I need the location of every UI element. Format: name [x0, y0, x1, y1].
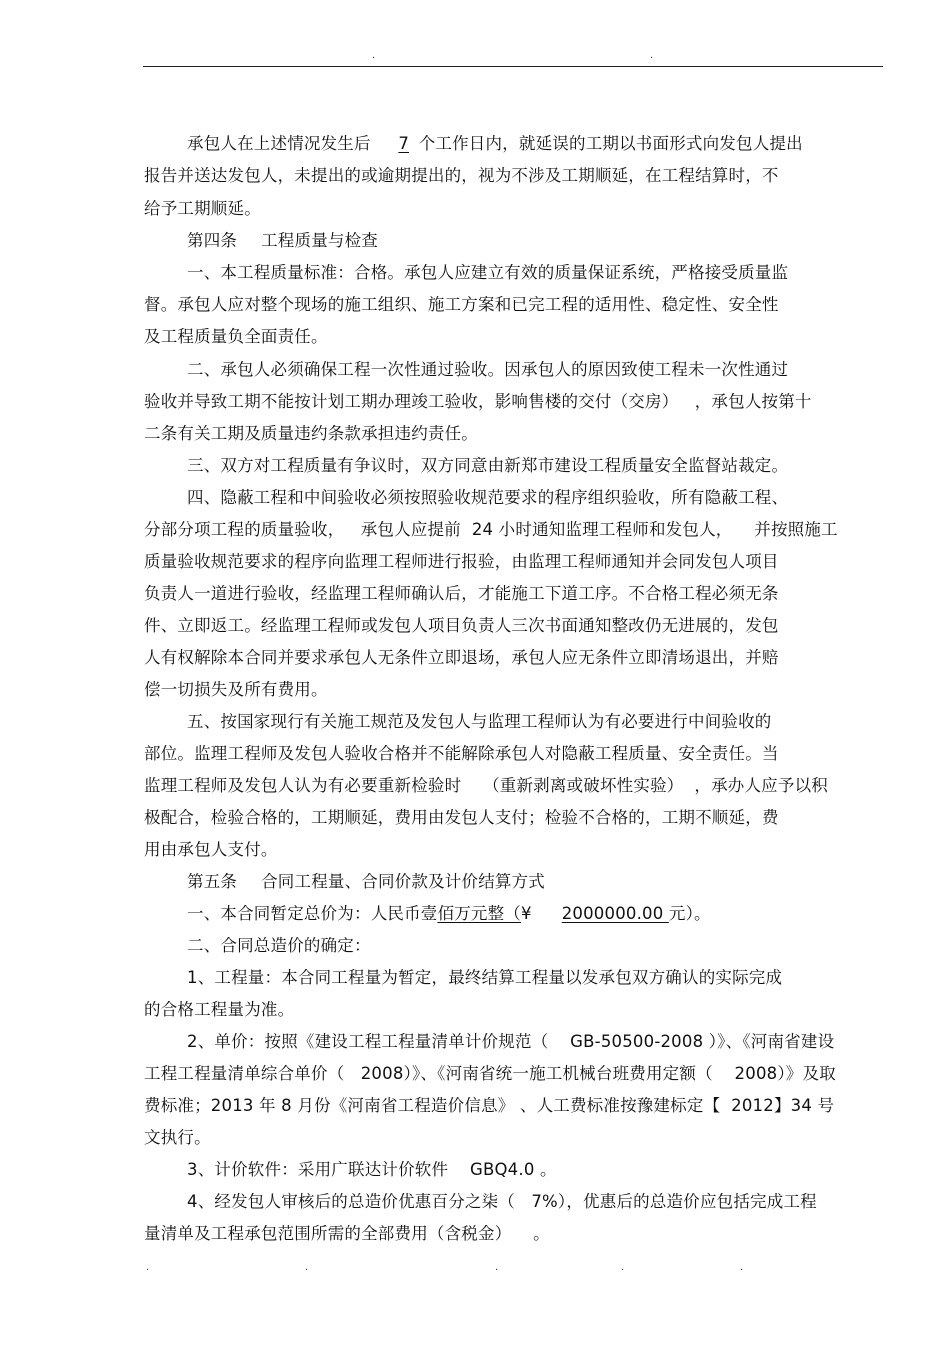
text-line: 用由承包人支付。 — [144, 840, 278, 859]
text-line: 一、本工程质量标准：合格。承包人应建立有效的质量保证系统，严格接受质量监 — [187, 263, 789, 282]
text-line: 偿一切损失及所有费用。 — [144, 680, 328, 699]
text-line: 督。承包人应对整个现场的施工组织、施工方案和已完工程的适用性、稳定性、安全性 — [144, 295, 779, 314]
text-line: 五、按国家现行有关施工规范及发包人与监理工程师认为有必要进行中间验收的 — [187, 712, 772, 731]
text-line: 文执行。 — [144, 1128, 211, 1147]
days-value: 7 — [398, 134, 410, 153]
text-line: 承包人在上述情况发生后 7 个工作日内，就延误的工期以书面形式向发包人提出 — [187, 134, 803, 153]
header-dot: · — [372, 53, 376, 64]
text-line: 验收并导致工期不能按计划工期办理竣工验收，影响售楼的交付（交房） ，承包人按第十 — [144, 392, 812, 411]
text-line: 极配合，检验合格的，工期顺延，费用由发包人支付；检验不合格的，工期不顺延，费 — [144, 808, 779, 827]
article-heading: 第四条 工程质量与检查 — [187, 231, 379, 250]
footer-dot: · — [146, 1265, 150, 1276]
text-line: 三、双方对工程质量有争议时，双方同意由新郑市建设工程质量安全监督站裁定。 — [187, 456, 789, 475]
text-line: 二、合同总造价的确定： — [187, 936, 371, 955]
text-line: 给予工期顺延。 — [144, 199, 261, 218]
footer-dot: · — [740, 1265, 744, 1276]
text-line: 件、立即返工。经监理工程师或发包人项目负责人三次书面通知整改仍无进展的，发包 — [144, 616, 779, 635]
text-line: 二条有关工期及质量违约条款承担违约责任。 — [144, 424, 478, 443]
text-line: 1、工程量：本合同工程量为暂定，最终结算工程量以发承包双方确认的实际完成 — [187, 968, 783, 987]
footer-dot: · — [305, 1265, 309, 1276]
text-line: 人有权解除本合同并要求承包人无条件立即退场，承包人应无条件立即清场退出，并赔 — [144, 648, 779, 667]
text-line: 4、经发包人审核后的总造价优惠百分之柒（ 7%），优惠后的总造价应包括完成工程 — [187, 1192, 817, 1211]
text-line: 四、隐蔽工程和中间验收必须按照验收规范要求的程序组织验收，所有隐蔽工程、 — [187, 488, 789, 507]
text-line: 的合格工程量为准。 — [144, 1000, 295, 1019]
text-line: 部位。监理工程师及发包人验收合格并不能解除承包人对隐蔽工程质量、安全责任。当 — [144, 744, 779, 763]
text-line: 质量验收规范要求的程序向监理工程师进行报验，由监理工程师通知并会同发包人项目 — [144, 552, 779, 571]
text-line: 及工程质量负全面责任。 — [144, 327, 328, 346]
amount-in-words: 佰万元整（ — [437, 904, 521, 923]
text-line: 2、单价：按照《建设工程工程量清单计价规范（ GB-50500-2008 ）》、《河南省建设 — [187, 1032, 835, 1051]
text-line: 报告并送达发包人，未提出的或逾期提出的，视为不涉及工期顺延，在工程结算时，不 — [144, 166, 779, 185]
header-rule — [143, 66, 883, 67]
text-line: 监理工程师及发包人认为有必要重新检验时 （重新剥离或破坏性实验） ，承办人应予以积 — [144, 776, 828, 795]
text-line: 负责人一道进行验收，经监理工程师确认后，才能施工下道工序。不合格工程必须无条 — [144, 584, 779, 603]
amount-in-figures: 2000000.00 — [561, 904, 669, 923]
footer-dot: · — [495, 1265, 499, 1276]
text-line: 3、计价软件：采用广联达计价软件 GBQ4.0 。 — [187, 1160, 557, 1179]
text-line: 量清单及工程承包范围所需的全部费用（含税金） 。 — [144, 1224, 550, 1243]
contract-price-line: 一、本合同暂定总价为：人民币壹佰万元整（¥ 2000000.00 元）。 — [187, 904, 711, 923]
header-dot: · — [650, 53, 654, 64]
text-line: 工程工程量清单综合单价（ 2008）》、《河南省统一施工机械台班费用定额（ 2008）》及取 — [144, 1064, 836, 1083]
text-line: 二、承包人必须确保工程一次性通过验收。因承包人的原因致使工程未一次性通过 — [187, 360, 789, 379]
text-line: 费标准；2013 年 8 月份《河南省工程造价信息》 、人工费标准按豫建标定【 2012】34 号 — [144, 1096, 835, 1115]
article-heading: 第五条 合同工程量、合同价款及计价结算方式 — [187, 872, 546, 891]
footer-dot: · — [621, 1265, 625, 1276]
text-line: 分部分项工程的质量验收， 承包人应提前 24 小时通知监理工程师和发包人， 并按照施工 — [144, 520, 838, 539]
